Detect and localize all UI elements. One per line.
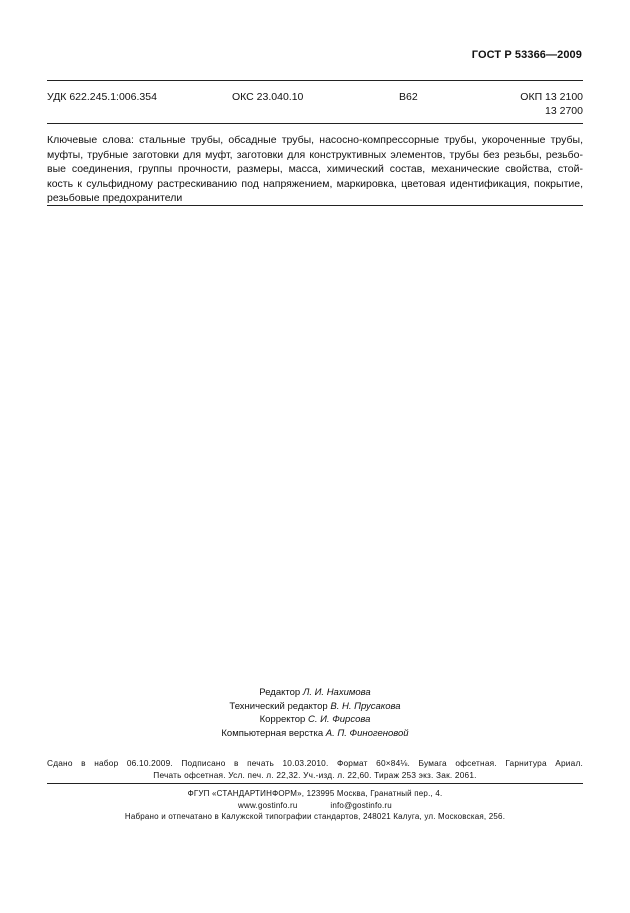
udk-code: УДК 622.245.1:006.354: [47, 91, 157, 103]
staff-row: [0, 713, 630, 727]
keywords-divider: [47, 205, 583, 206]
staff-role: Корректор: [259, 714, 306, 725]
publisher-website[interactable]: www.gostinfo.ru: [238, 800, 298, 810]
keywords-line: резьбовые предохранители: [47, 192, 183, 204]
publisher-email[interactable]: info@gostinfo.ru: [330, 800, 392, 810]
publisher-name: ФГУП «СТАНДАРТИНФОРМ», 123995 Москва, Гранатный пер., 4.: [187, 789, 443, 798]
print-imprint: [47, 757, 583, 781]
group-code: В62: [399, 91, 418, 103]
publisher-contacts: [0, 800, 630, 812]
standard-number: ГОСТ Р 53366—2009: [471, 49, 582, 61]
printed-by: Набрано и отпечатано в Калужской типографии стандартов, 248021 Калуга, ул. Московская, 256.: [124, 812, 506, 821]
staff-role: Редактор: [259, 687, 301, 698]
keywords-line: кость к сульфидному растрескиванию под напряжением, маркировка, цветовая идентификация, покрытие,: [47, 177, 583, 190]
staff-name: Л. И. Нахимова: [302, 687, 371, 698]
keywords-line: вые соединения, группы прочности, размеры, масса, химический состав, механические свойства, стой-: [47, 163, 583, 175]
staff-role: Компьютерная верстка: [221, 727, 324, 739]
codes-divider: [47, 123, 583, 124]
keywords-block: [47, 133, 583, 206]
keywords-line: Ключевые слова: стальные трубы, обсадные трубы, насосно-компрессорные трубы, укороченные трубы,: [47, 134, 583, 146]
okp-code-2: 13 2700: [545, 105, 583, 117]
staff-row: [0, 727, 630, 741]
top-divider: [47, 80, 583, 81]
publisher-divider: [47, 783, 583, 784]
imprint-line-2: Печать офсетная. Усл. печ. л. 22,32. Уч.-изд. л. 22,60. Тираж 253 экз. Зак. 2061.: [153, 770, 477, 780]
staff-name: С. И. Фирсова: [307, 714, 371, 725]
okp-code-1: ОКП 13 2100: [520, 91, 583, 103]
publisher-info: [0, 788, 630, 823]
staff-row: [0, 686, 630, 700]
editorial-staff: [0, 686, 630, 740]
staff-name: А. П. Финогеновой: [325, 727, 409, 739]
staff-row: [0, 700, 630, 714]
keywords-line: муфты, трубные заготовки для муфт, заготовки для конструктивных элементов, трубы без резьбы, резьбо-: [47, 148, 583, 161]
imprint-line-1: Сдано в набор 06.10.2009. Подписано в печать 10.03.2010. Формат 60×84⅛. Бумага офсетная. Гарнитура Ариал.: [47, 758, 583, 768]
oks-code: ОКС 23.040.10: [232, 91, 304, 103]
staff-role: Технический редактор: [229, 700, 328, 712]
staff-name: В. Н. Прусакова: [330, 700, 401, 712]
